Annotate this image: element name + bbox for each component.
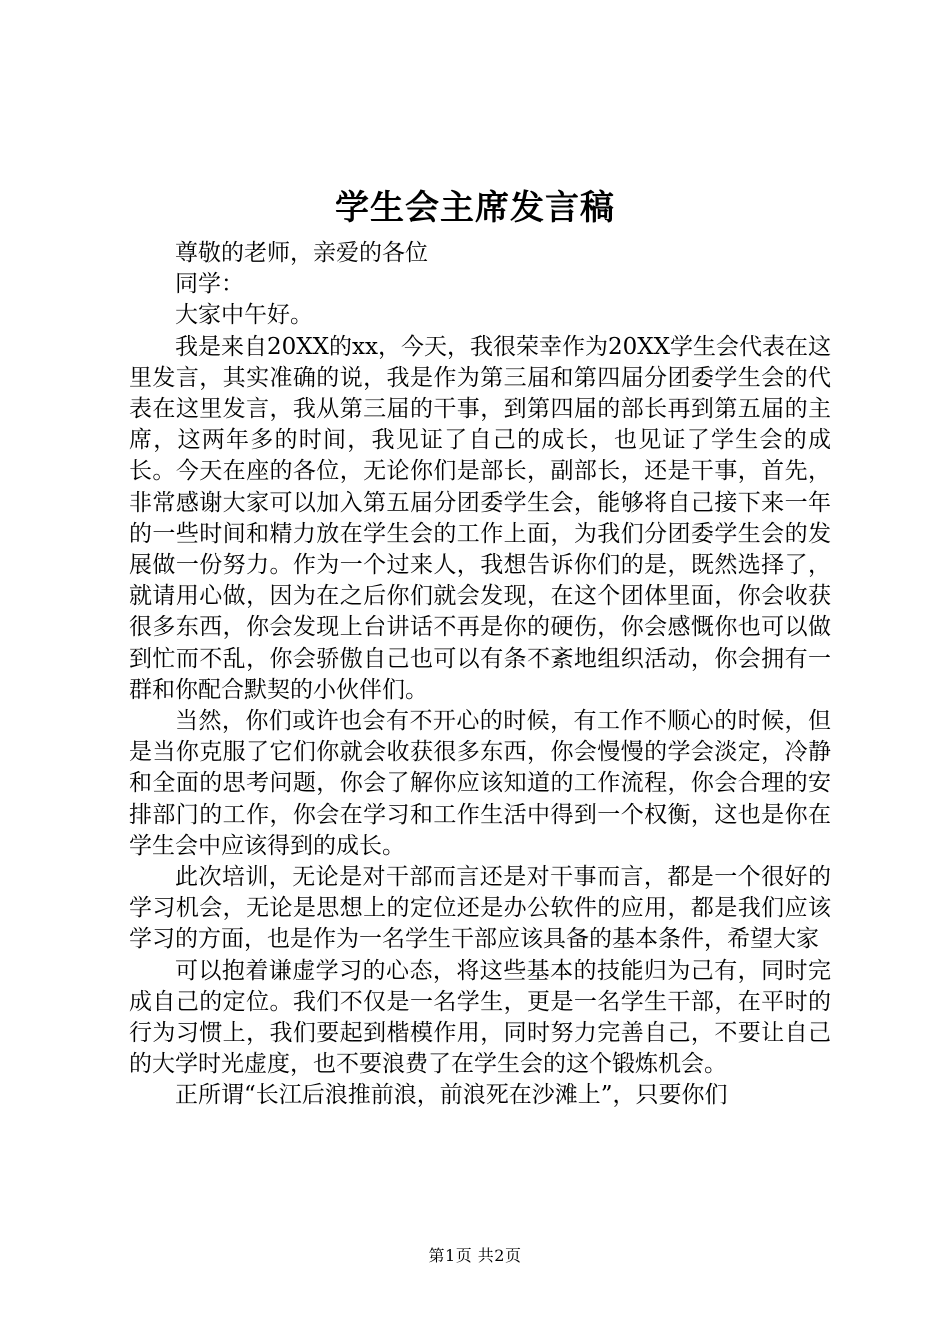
body-paragraph-4: 可以抱着谦虚学习的心态，将这些基本的技能归为己有，同时完成自己的定位。我们不仅是一名学生，更是一名学生干部，在平时的行为习惯上，我们要起到楷模作用，同时努力完善自己，不要让自己的大学时光虚度，也不要浪费了在学生会的这个锻炼机会。 (129, 957, 831, 1078)
salutation-line-1: 尊敬的老师，亲爱的各位 (175, 240, 428, 266)
salutation-line-2: 同学： (175, 271, 244, 298)
document-title: 学生会主席发言稿 (335, 188, 615, 228)
body-paragraph-3: 此次培训，无论是对干部而言还是对干事而言，都是一个很好的学习机会，无论是思想上的定位还是办公软件的应用，都是我们应该学习的方面，也是作为一名学生干部应该具备的基本条件，希望大家 (129, 864, 831, 953)
greeting-paragraph: 大家中午好。 (175, 302, 313, 329)
body-paragraph-5: 正所谓“长江后浪推前浪，前浪死在沙滩上”，只要你们 (175, 1082, 728, 1109)
document-body (129, 238, 831, 1112)
page-number-footer: 第1页 共2页 (428, 1246, 522, 1265)
body-paragraph-2: 当然，你们或许也会有不开心的时候，有工作不顺心的时候，但是当你克服了它们你就会收获很多东西，你会慢慢的学会淡定，冷静和全面的思考问题，你会了解你应该知道的工作流程，你会合理的安排部门的工作，你会在学习和工作生活中得到一个权衡，这也是你在学生会中应该得到的成长。 (129, 708, 831, 859)
body-paragraph-1: 我是来自20XX的xx，今天，我很荣幸作为20XX学生会代表在这里发言，其实准确的说，我是作为第三届和第四届分团委学生会的代表在这里发言，我从第三届的干事，到第四届的部长再到第五届的主席，这两年多的时间，我见证了自己的成长，也见证了学生会的成长。今天在座的各位，无论你们是部长，副部长，还是干事，首先，非常感谢大家可以加入第五届分团委学生会，能够将自己接下来一年的一些时间和精力放在学生会的工作上面，为我们分团委学生会的发展做一份努力。作为一个过来人，我想告诉你们的是，既然选择了，就请用心做，因为在之后你们就会发现，在这个团体里面，你会收获很多东西，你会发现上台讲话不再是你的硬伤，你会感慨你也可以做到忙而不乱，你会骄傲自己也可以有条不紊地组织活动，你会拥有一群和你配合默契的小伙伴们。 (129, 333, 831, 703)
